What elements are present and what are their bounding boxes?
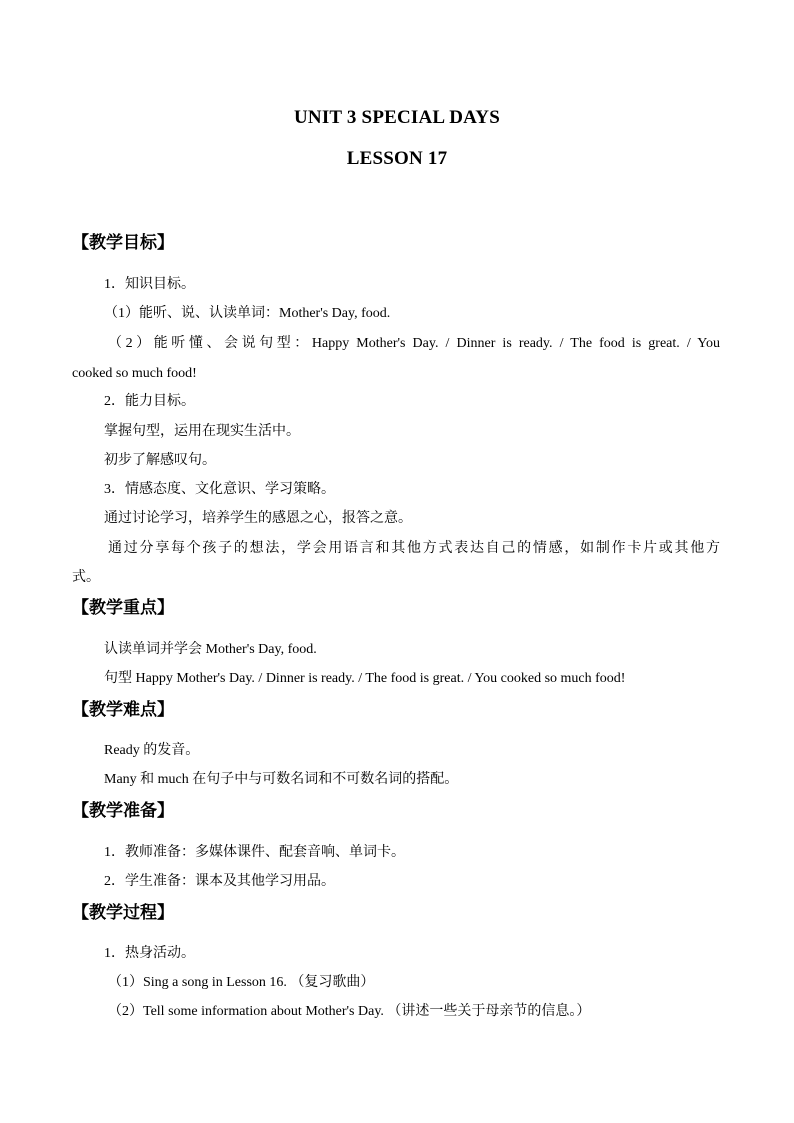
paragraph-line: 2．能力目标。 [104,394,195,409]
paragraph-line: 通过讨论学习，培养学生的感恩之心，报答之意。 [104,511,412,526]
paragraph-line: 掌握句型，运用在现实生活中。 [104,424,300,439]
section-heading-process: 【教学过程】 [72,903,174,923]
paragraph-line: （2）能听懂、会说句型：Happy Mother's Day. / Dinner is ready. / The food is great. / You [108,336,720,351]
paragraph-line: 句型 Happy Mother's Day. / Dinner is ready. / The food is great. / You cooked so much food! [104,671,626,686]
section-heading-key-points: 【教学重点】 [72,598,174,618]
paragraph-line: （1）Sing a song in Lesson 16. （复习歌曲） [108,975,375,990]
paragraph-line: （1）能听、说、认读单词：Mother's Day, food. [104,306,391,321]
unit-title: UNIT 3 SPECIAL DAYS [293,107,500,128]
paragraph-line: 1．教师准备：多媒体课件、配套音响、单词卡。 [104,845,405,860]
section-heading-difficulties: 【教学难点】 [72,700,174,720]
paragraph-line: 认读单词并学会 Mother's Day, food. [104,642,317,657]
paragraph-line: 1．热身活动。 [104,946,195,961]
lesson-title: LESSON 17 [346,148,448,169]
paragraph-line: （2）Tell some information about Mother's Day. （讲述一些关于母亲节的信息。） [108,1004,591,1019]
paragraph-line: cooked so much food! [72,366,197,381]
paragraph-line: 1．知识目标。 [104,277,195,292]
paragraph-line: 通过分享每个孩子的想法，学会用语言和其他方式表达自己的情感，如制作卡片或其他方 [108,541,720,556]
paragraph-line: Ready 的发音。 [104,743,200,758]
section-heading-objectives: 【教学目标】 [72,233,174,253]
section-heading-preparation: 【教学准备】 [72,801,174,821]
paragraph-line: 3．情感态度、文化意识、学习策略。 [104,482,335,497]
paragraph-line: 式。 [72,570,100,585]
paragraph-line: 初步了解感叹句。 [104,453,216,468]
paragraph-line: Many 和 much 在句子中与可数名词和不可数名词的搭配。 [104,772,459,787]
paragraph-line: 2．学生准备：课本及其他学习用品。 [104,874,335,889]
